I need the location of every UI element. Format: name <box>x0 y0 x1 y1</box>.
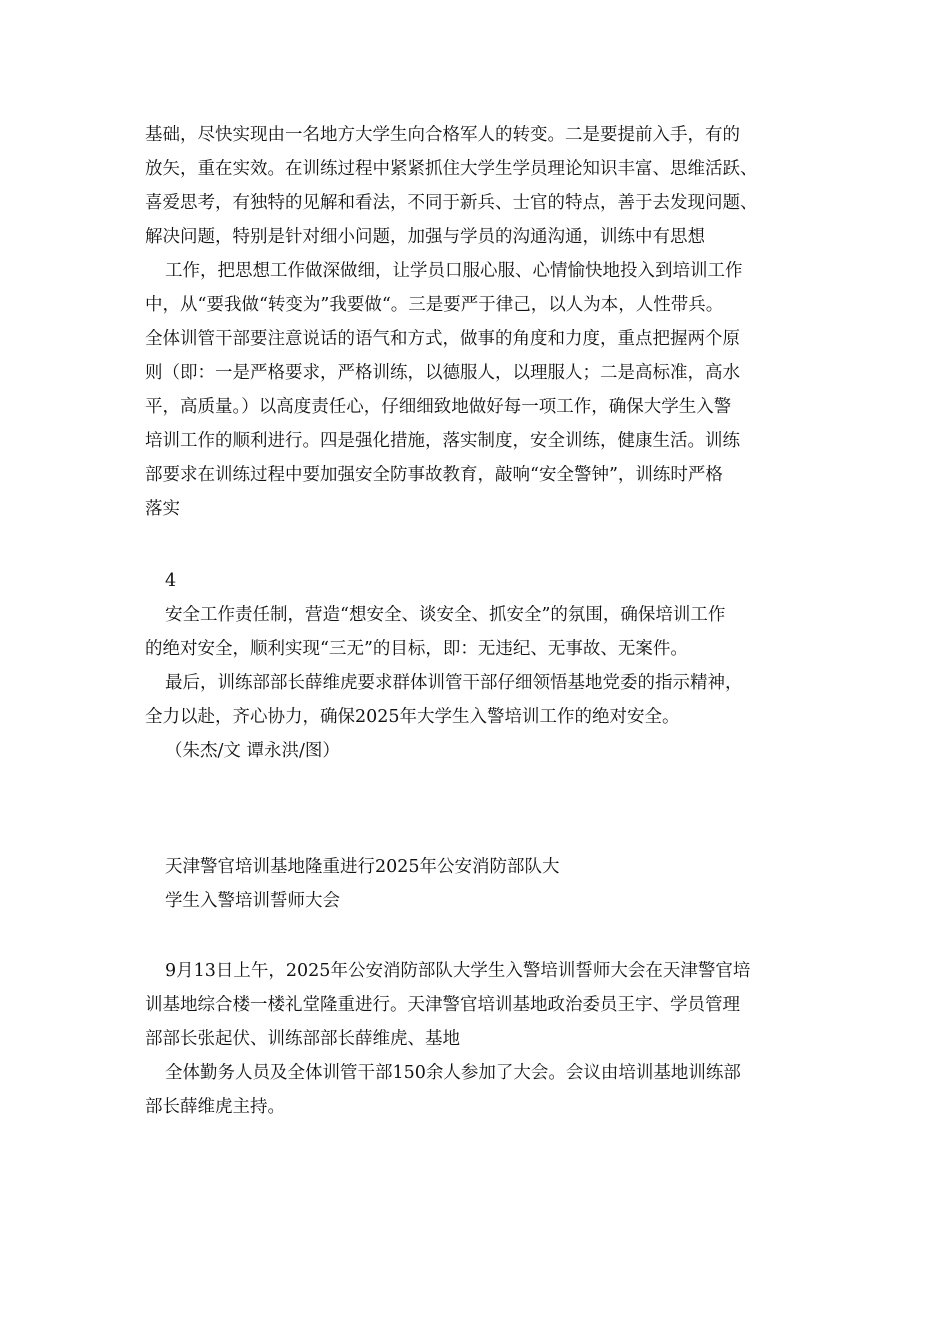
body-line: 部长薛维虎主持。 <box>145 1097 285 1117</box>
body-line: 放矢，重在实效。在训练过程中紧紧抓住大学生学员理论知识丰富、思维活跃、 <box>145 159 758 179</box>
body-line: 则（即：一是严格要求，严格训练，以德服人，以理服人；二是高标准，高水 <box>145 363 740 383</box>
article-title: 天津警官培训基地隆重进行2025年公安消防部队大 <box>165 857 560 877</box>
body-line: 喜爱思考，有独特的见解和看法，不同于新兵、士官的特点，善于去发现问题、 <box>145 193 758 213</box>
byline: （朱杰/文 谭永洪/图） <box>165 741 340 761</box>
body-line: 落实 <box>145 499 180 519</box>
page-number: 4 <box>165 571 177 591</box>
body-line: 培训工作的顺利进行。四是强化措施，落实制度，安全训练，健康生活。训练 <box>145 431 740 451</box>
body-line: 解决问题，特别是针对细小问题，加强与学员的沟通沟通，训练中有思想 <box>145 227 705 247</box>
body-line: 全力以赴，齐心协力，确保2025年大学生入警培训工作的绝对安全。 <box>145 707 680 727</box>
article-title: 学生入警培训誓师大会 <box>165 891 340 911</box>
body-line: 工作，把思想工作做深做细，让学员口服心服、心情愉快地投入到培训工作 <box>165 261 743 281</box>
body-line: 全体训管干部要注意说话的语气和方式，做事的角度和力度，重点把握两个原 <box>145 329 740 349</box>
body-line: 最后，训练部部长薛维虎要求群体训管干部仔细领悟基地党委的指示精神， <box>165 673 743 693</box>
body-line: 9月13日上午，2025年公安消防部队大学生入警培训誓师大会在天津警官培 <box>165 961 751 981</box>
body-line: 安全工作责任制，营造“想安全、谈安全、抓安全”的氛围，确保培训工作 <box>165 605 726 625</box>
body-line: 部部长张起伏、训练部部长薛维虎、基地 <box>145 1029 460 1049</box>
body-line: 的绝对安全，顺利实现“三无”的目标，即：无违纪、无事故、无案件。 <box>145 639 688 659</box>
body-line: 基础，尽快实现由一名地方大学生向合格军人的转变。二是要提前入手，有的 <box>145 125 740 145</box>
body-line: 训基地综合楼一楼礼堂隆重进行。天津警官培训基地政治委员王宇、学员管理 <box>145 995 740 1015</box>
body-line: 平，高质量。）以高度责任心，仔细细致地做好每一项工作，确保大学生入警 <box>145 397 732 417</box>
body-line: 部要求在训练过程中要加强安全防事故教育，敲响“安全警钟”，训练时严格 <box>145 465 723 485</box>
body-line: 中，从“要我做“转变为”我要做“。三是要严于律己，以人为本，人性带兵。 <box>145 295 724 315</box>
body-line: 全体勤务人员及全体训管干部150余人参加了大会。会议由培训基地训练部 <box>165 1063 741 1083</box>
